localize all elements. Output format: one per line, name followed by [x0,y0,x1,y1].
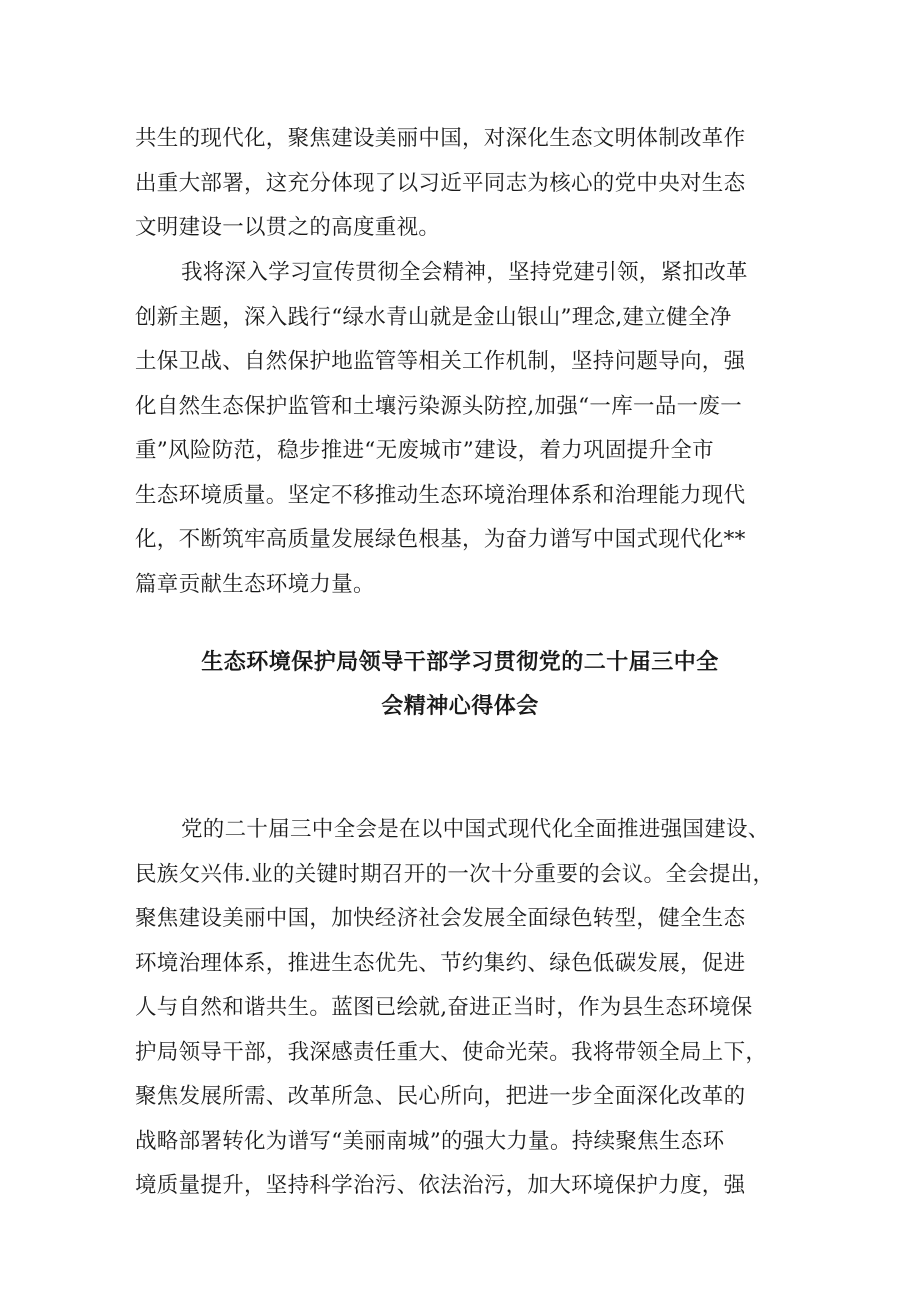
text-line: 土保卫战、自然保护地监管等相关工作机制，坚持问题导向，强 [135,349,746,374]
section-title-line-2: 会精神心得体会 [381,693,539,719]
text-line: 民族攵兴伟.业的关键时期召开的一次十分重要的会议。全会提出， [135,861,775,887]
paragraph-body [135,808,795,1209]
text-line: 人与自然和谐共生。蓝图已绘就,奋进正当时，作为县生态环境保 [135,995,753,1020]
text-line: 护局领导干部，我深感责任重大、使命光荣。我将带领全局上下， [135,1039,768,1065]
text-line: 聚焦建设美丽中国，加快经济社会发展全面绿色转型，健全生态 [135,906,746,931]
section-title-line-1: 生态环境保护局领导干部学习贯彻党的二十届三中全 [201,649,719,675]
text-line: 文明建设一以贯之的高度重视。 [135,215,441,240]
paragraph-continuation [135,117,795,251]
paragraph-commitment [135,251,795,607]
text-line: 我将深入学习宣传贯彻全会精神，坚持党建引领，紧扣改革 [181,260,748,285]
text-line: 创新主题，深入践行“绿水青山就是金山银山”理念,建立健全净 [135,304,732,330]
text-line: 出重大部署，这充分体现了以习近平同志为核心的党中央对生态 [135,170,746,196]
text-line: 战略部署转化为谱写“美丽南城”的强大力量。持续聚焦生态环 [135,1128,725,1154]
text-line: 聚焦发展所需、改革所急、民心所向，把进一步全面深化改革的 [135,1084,746,1109]
text-line: 重”风险防范，稳步推进“无废城市”建设，着力巩固提升全市 [135,438,714,463]
text-line: 化，不断筑牢高质量发展绿色根基，为奋力谱写中国式现代化** [135,527,746,552]
text-line: 环境治理体系，推进生态优先、节约集约、绿色低碳发展，促进 [135,950,746,976]
text-line: 篇章贡献生态环境力量。 [135,571,375,597]
text-line: 化自然生态保护监管和土壤污染源头防控,加强“一库一品一废一 [135,393,743,419]
text-line: 党的二十届三中全会是在以中国式现代化全面推进强国建设、 [181,817,770,842]
text-line: 生态环境质量。坚定不移推动生态环境治理体系和治理能力现代 [135,482,746,508]
text-line: 共生的现代化，聚焦建设美丽中国，对深化生态文明体制改革作 [135,126,746,151]
text-line: 境质量提升，坚持科学治污、依法治污，加大环境保护力度，强 [135,1173,746,1198]
